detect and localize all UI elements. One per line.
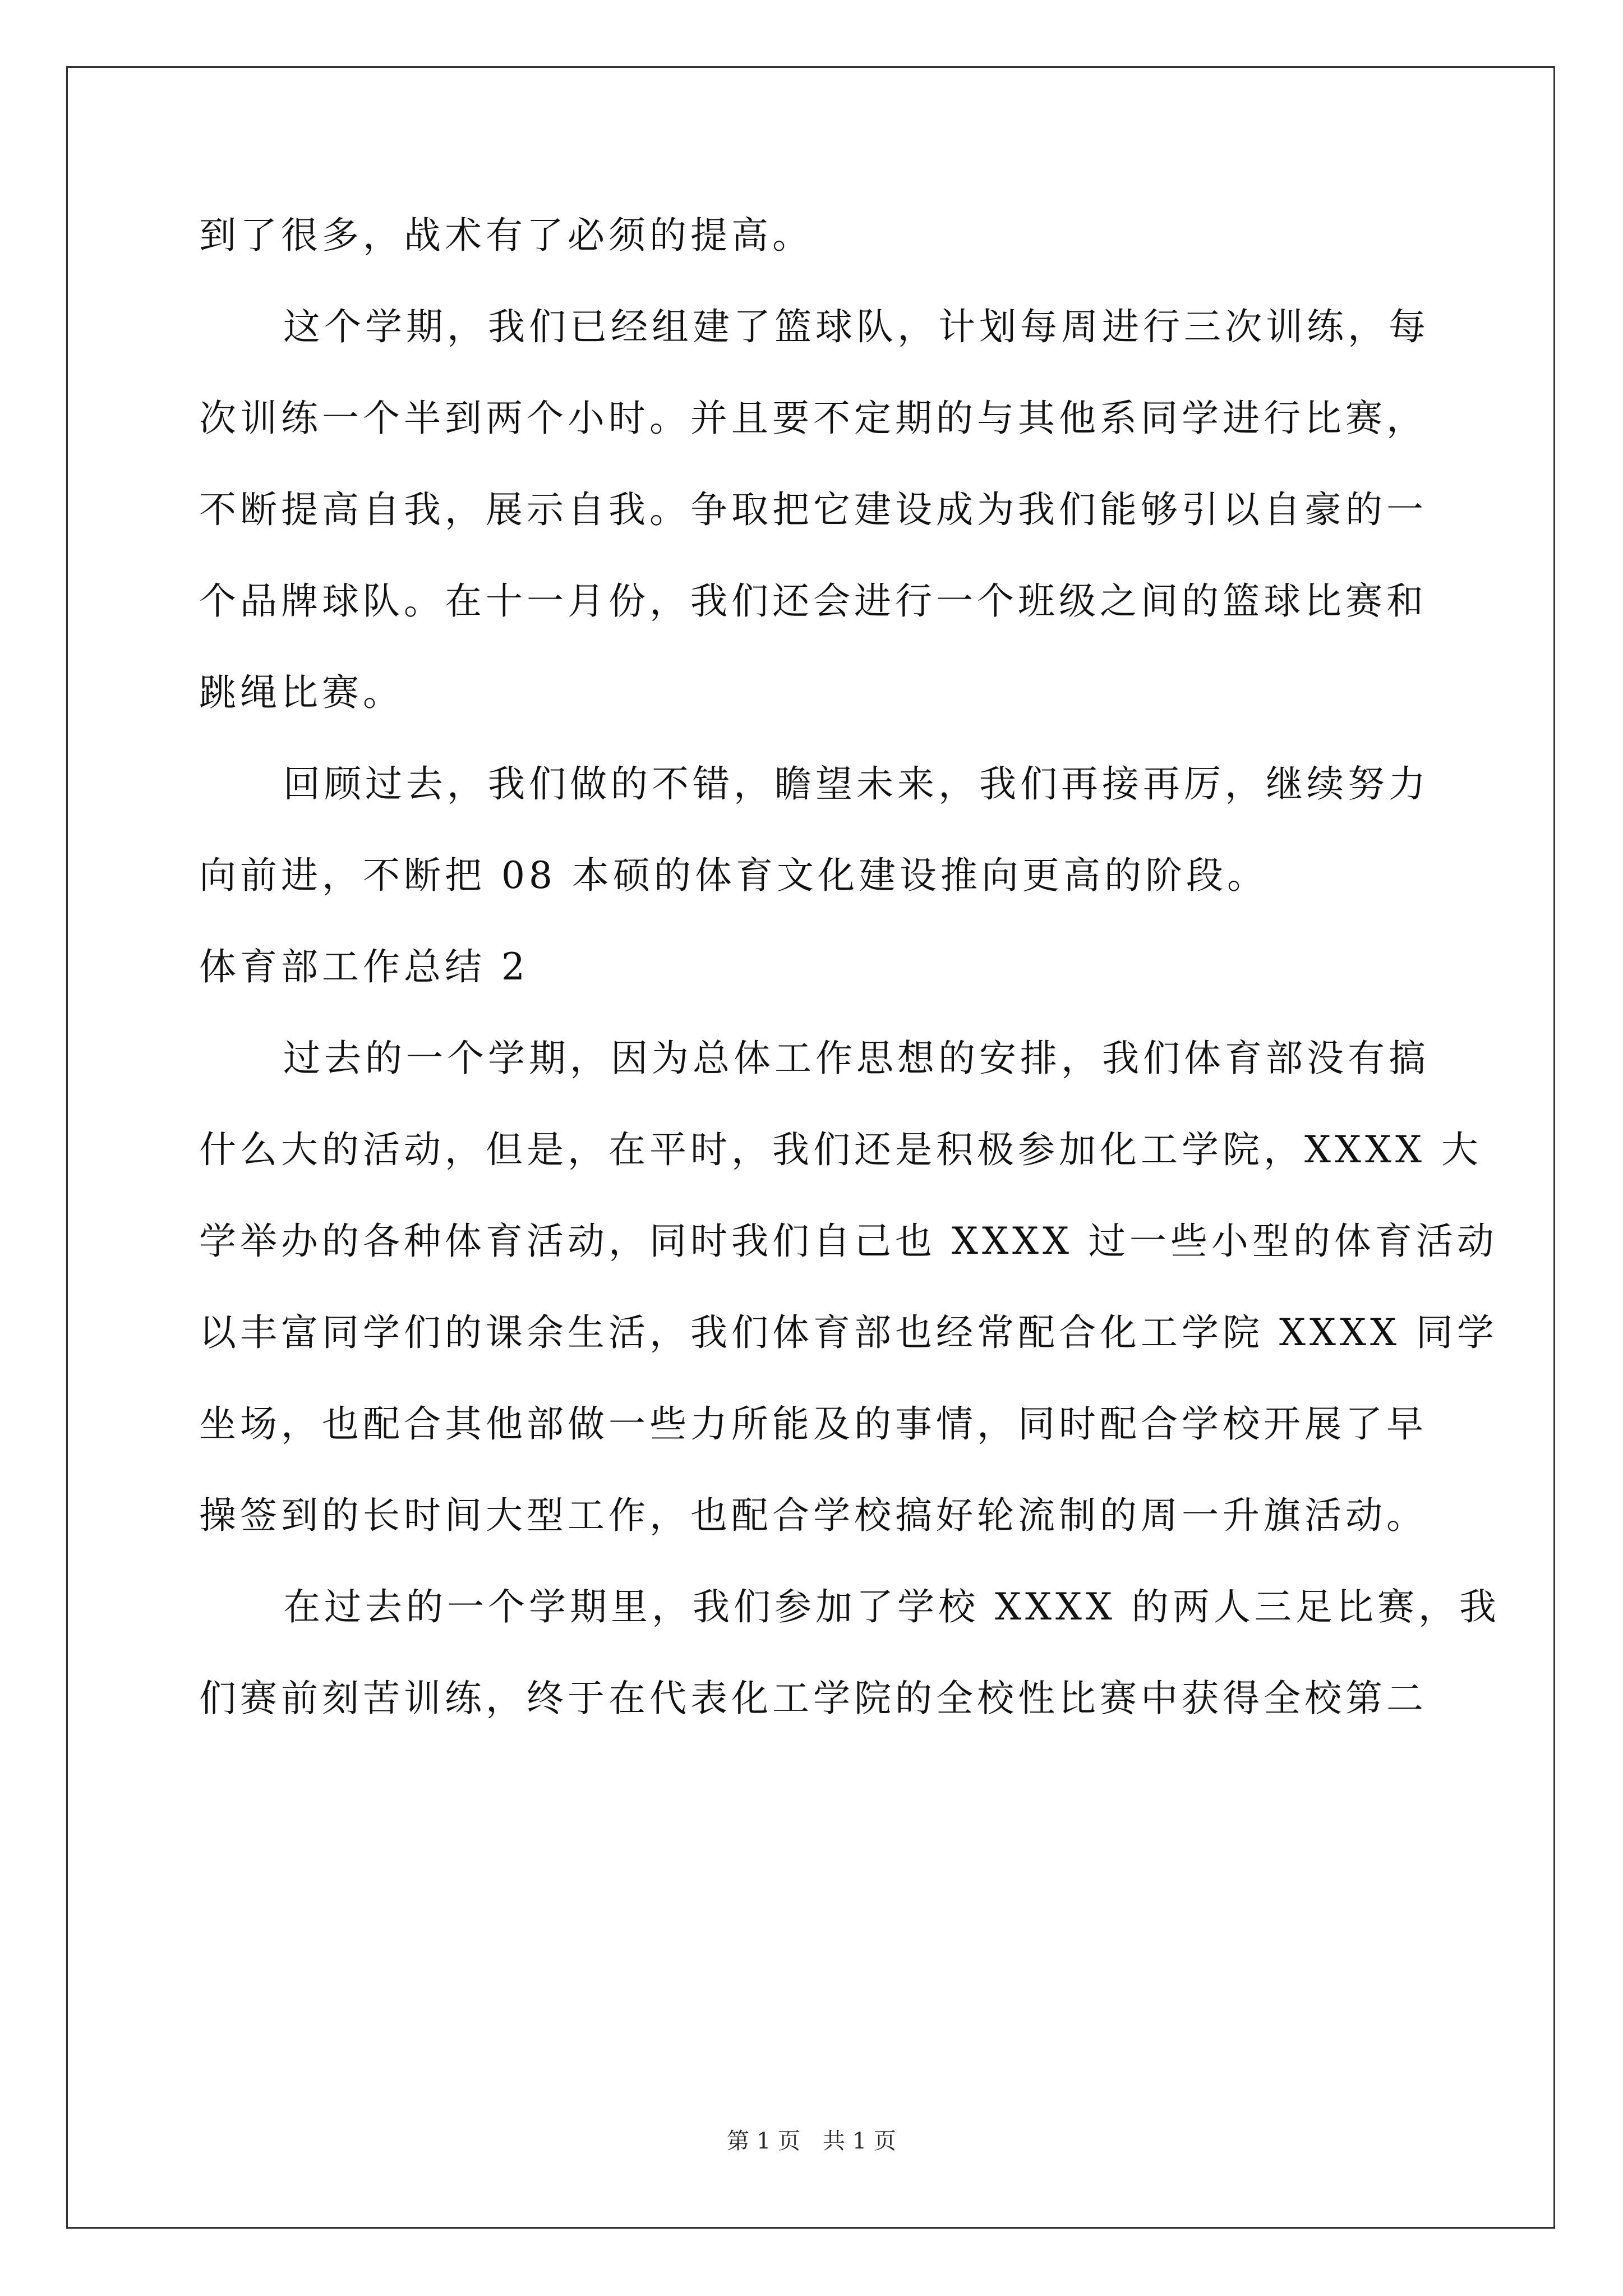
text-line: 向前进，不断把 08 本硕的体育文化建设推向更高的阶段。 (199, 854, 1268, 897)
text-line: 们赛前刻苦训练，终于在代表化工学院的全校性比赛中获得全校第二 (199, 1677, 1427, 1720)
text-line: 到了很多，战术有了必须的提高。 (199, 214, 813, 257)
text-line: 不断提高自我，展示自我。争取把它建设成为我们能够引以自豪的一 (199, 488, 1427, 531)
text-line: 学举办的各种体育活动，同时我们自己也 XXXX 过一些小型的体育活动 (199, 1220, 1498, 1263)
paragraph-start: 在过去的一个学期里，我们参加了学校 XXXX 的两人三足比赛，我 (283, 1585, 1500, 1628)
text-line: 以丰富同学们的课余生活，我们体育部也经常配合化工学院 XXXX 同学 (199, 1311, 1498, 1354)
paragraph-start: 这个学期，我们已经组建了篮球队，计划每周进行三次训练，每 (283, 305, 1430, 348)
text-line: 个品牌球队。在十一月份，我们还会进行一个班级之间的篮球比赛和 (199, 579, 1427, 623)
page-total: 共 1 页 (823, 2128, 896, 2154)
page-number: 第 1 页 (727, 2128, 800, 2154)
paragraph-start: 过去的一个学期，因为总体工作思想的安排，我们体育部没有搞 (283, 1037, 1430, 1080)
page-footer (0, 2127, 1623, 2155)
section-heading: 体育部工作总结 2 (199, 945, 529, 988)
text-line: 坐场，也配合其他部做一些力所能及的事情，同时配合学校开展了早 (199, 1402, 1427, 1446)
text-line: 次训练一个半到两个小时。并且要不定期的与其他系同学进行比赛， (199, 397, 1427, 440)
paragraph-start: 回顾过去，我们做的不错，瞻望未来，我们再接再厉，继续努力 (283, 762, 1430, 806)
text-line: 操签到的长时间大型工作，也配合学校搞好轮流制的周一升旗活动。 (199, 1494, 1427, 1537)
text-line: 跳绳比赛。 (199, 671, 404, 714)
text-line: 什么大的活动，但是，在平时，我们还是积极参加化工学院，XXXX 大 (199, 1128, 1482, 1171)
